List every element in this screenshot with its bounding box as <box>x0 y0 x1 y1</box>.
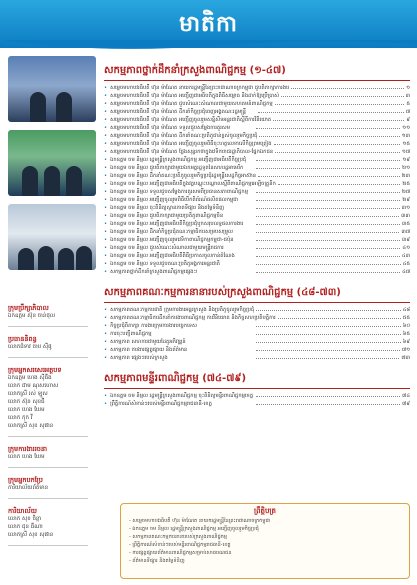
divider <box>8 436 88 437</box>
toc-entry[interactable] <box>104 116 410 124</box>
toc-entry-text: សម្តេចមហាបវរធិបតី ហ៊ុន ម៉ាណែត អញ្ជើញចូលរួមពិធីចុះហត្ថលេខាលើកិច្ចព្រមព្រៀង <box>110 141 272 147</box>
toc-entry-text: ឯកឧត្តម ចម និម្មល ទទួលជួបសម្តែងការគួរសមពីប្រធានសភាពាណិជ្ជកម្ម <box>110 189 249 195</box>
toc-entry[interactable] <box>104 306 410 314</box>
toc-page-number: ៧១ <box>401 347 410 353</box>
bullet-icon: • <box>104 347 108 353</box>
toc-page-number: ៧៤ <box>402 393 410 399</box>
header-wave <box>0 40 417 54</box>
leader-dots <box>256 248 400 249</box>
toc-page-number: ៦៥ <box>402 331 411 337</box>
toc-page-number: ១១ <box>402 125 411 131</box>
toc-page-number: ៣៥ <box>401 221 411 227</box>
leader-dots <box>256 232 400 233</box>
toc-page-number: ៤៨ <box>402 307 411 313</box>
bullet-icon: • <box>104 261 108 267</box>
divider <box>8 326 88 327</box>
page-title: មាតិកា <box>179 12 238 37</box>
divider <box>8 545 88 546</box>
bullet-icon: • <box>104 213 108 219</box>
staff-name: លោក ជាម ណុសហោស <box>8 383 59 389</box>
toc-page-number: ៩ <box>406 117 410 123</box>
toc-page-number: ១៧ <box>401 149 410 155</box>
bullet-icon: • <box>104 125 108 131</box>
toc-entry[interactable] <box>104 108 410 116</box>
leader-dots <box>256 396 400 397</box>
leader-dots <box>256 404 400 405</box>
toc-entry[interactable] <box>104 84 410 92</box>
leader-dots <box>256 200 400 201</box>
toc-entry-text: ឯកឧត្តម ចម និម្មល អញ្ជើញជាអធិបតីក្នុងវគ្គបណ្តុះបណ្តាលស្តីពីពាណិជ្ជកម្មអេឡិចត្រូនិក <box>110 181 276 187</box>
toc-page-number: ៧៩ <box>402 401 410 407</box>
toc-page-number: ២៥ <box>402 181 410 187</box>
toc-entry[interactable] <box>104 346 410 354</box>
leader-dots <box>275 104 405 105</box>
staff-name: លោក ហេង ឃែម <box>8 407 45 413</box>
bullet-icon: • <box>104 173 108 179</box>
toc-entry-text: សម្តេចមហាបវរធិបតី ហ៊ុន ម៉ាណែត ទទួលជួបសម្តែងការគួរសម <box>110 125 231 131</box>
toc-entry-text: ឯកឧត្តម ចម និម្មល ចុះពិនិត្យស្ថានភាពទីផ្សារ និងតម្លៃទំនិញ <box>110 205 225 211</box>
toc-entry-text: ឯកឧត្តម ចម និម្មល ជួបពិភាក្សាជាមួយប្រតិភូពាណិជ្ជកម្មចិន <box>110 213 224 219</box>
toc-entry[interactable] <box>104 164 410 172</box>
toc-entry-text: សម្តេចមហាបវរធិបតី ហ៊ុន ម៉ាណែត អញ្ជើញជាអធិបតីក្នុងពិធីសម្ពោធ និងដាក់ឱ្យប្រើប្រាស់ <box>110 93 280 99</box>
toc-entry-text: ឯកឧត្តម ចម និម្មល ជួបពិភាក្សាជាមួយឯកអគ្គរដ្ឋទូតនៃសហរដ្ឋអាមេរិក <box>110 165 244 171</box>
toc-page-number: ១៣ <box>401 133 410 139</box>
photo-meeting-1 <box>8 56 96 122</box>
bullet-icon: • <box>104 221 108 227</box>
bullet-icon: • <box>104 355 108 361</box>
bullet-icon: • <box>104 229 108 235</box>
toc-page-number: ២១ <box>402 165 411 171</box>
bullet-icon: • <box>104 237 108 243</box>
toc-entry[interactable] <box>104 172 410 180</box>
divider <box>8 357 88 358</box>
toc-page-number: ៣ <box>405 93 410 99</box>
leader-dots <box>256 240 400 241</box>
editor-box-line: - ព្រឹត្តិការណ៍សំខាន់ៗរបស់មន្ទីរពាណិជ្ជកម្មរាជធានី-ខេត្ត <box>129 542 231 548</box>
bullet-icon: • <box>104 307 108 313</box>
toc-page-number: ៣៧ <box>401 229 411 235</box>
staff-role: ប្រធាននិពន្ធ <box>8 335 37 343</box>
toc-entry-text: សកម្មភាព សហការជាមួយដៃគូអភិវឌ្ឍន៍ <box>110 339 186 345</box>
bullet-icon: • <box>104 323 108 329</box>
bullet-icon: • <box>104 189 108 195</box>
bullet-icon: • <box>104 133 108 139</box>
toc-entry-text: ឯកឧត្តម ចម និម្មល រដ្ឋមន្ត្រីក្រសួងពាណិជ្ជកម្ម អញ្ជើញជាអធិបតីកិច្ចប្រជុំ <box>110 157 247 163</box>
toc-page-number: ៤៥ <box>402 261 411 267</box>
leader-dots <box>256 224 400 225</box>
bullet-icon: • <box>104 315 108 321</box>
toc-entry-text: ឯកឧត្តម ចម និម្មល អញ្ជើញជាអធិបតីពិធីប្រកាសចូលកាន់តំណែង <box>110 253 235 259</box>
leader-dots <box>256 272 400 273</box>
table-of-contents <box>104 64 410 418</box>
leader-dots <box>256 334 400 335</box>
staff-role: ក្រុមប្រឹក្សាភិបាល <box>8 304 49 312</box>
editor-box-line: - សម្តេចមហាបវរធិបតី ហ៊ុន ម៉ាណែត នាយករដ្ឋមន្ត្រីនៃព្រះរាជាណាចក្រកម្ពុជា <box>129 518 271 524</box>
toc-page-number: ៣៣ <box>401 213 410 219</box>
toc-page-number: ១៩ <box>402 157 411 163</box>
leader-dots <box>258 176 400 177</box>
bullet-icon: • <box>104 109 108 115</box>
toc-page-number: ៤១ <box>402 245 411 251</box>
toc-section <box>104 286 410 362</box>
staff-name: ឯកឧត្តម ស៊ុន ចាន់ថុល <box>8 313 56 319</box>
bullet-icon: • <box>104 401 108 407</box>
bullet-icon: • <box>104 149 108 155</box>
photo-conference <box>8 204 96 270</box>
toc-page-number: ២៧ <box>401 189 410 195</box>
leader-dots <box>256 216 400 217</box>
editor-box-line: - ការផ្សព្វផ្សាយព័ត៌មានពាណិជ្ជកម្មសម្រាប់សាធារណជន <box>129 550 232 556</box>
leader-dots <box>256 128 400 129</box>
toc-entry-text: ឯកឧត្តម ចម និម្មល អញ្ជើញចូលរួមវេទិកាពាណិជ្ជកម្មកម្ពុជា-ជប៉ុន <box>110 237 234 243</box>
bullet-icon: • <box>104 245 108 251</box>
toc-entry-text: សកម្មភាពគណៈកម្មការជាតិ ក្រុមការងារអន្តរក្រសួង និងប្រតិភូចូលរួមកិច្ចប្រជុំ <box>110 307 255 313</box>
staff-name: លោកស្រី សុខ សុផាន <box>8 423 54 429</box>
toc-page-number: ១៥ <box>402 141 410 147</box>
toc-entry-text: ការចុះបញ្ជីពាណិជ្ជកម្ម <box>110 331 152 337</box>
sidebar <box>8 56 101 584</box>
toc-entry-text: កិច្ចប្រជុំពិភាក្សា ការងារក្រុមការងារបច្ចេកទេស <box>110 323 197 329</box>
toc-entry[interactable] <box>104 188 410 196</box>
toc-page-number: ២៩ <box>402 197 411 203</box>
toc-entry[interactable] <box>104 330 410 338</box>
leader-dots <box>275 152 400 153</box>
leader-dots <box>256 192 400 193</box>
toc-entry[interactable] <box>104 196 410 204</box>
leader-dots <box>256 168 400 169</box>
leader-dots <box>256 358 400 359</box>
leader-dots <box>256 342 400 343</box>
leader-dots <box>256 310 400 311</box>
toc-entry-text: ឯកឧត្តម ចម និម្មល ដឹកនាំគណៈប្រតិភូចូលរួមកិច្ចប្រជុំរដ្ឋមន្ត្រីសេដ្ឋកិច្ចអាស៊ាន <box>110 173 256 179</box>
toc-entry[interactable] <box>104 392 410 400</box>
toc-entry[interactable] <box>104 220 410 228</box>
bullet-icon: • <box>104 331 108 337</box>
toc-entry-text: ឯកឧត្តម ចម និម្មល ជួបសំណេះសំណាលជាមួយមន្ត្រីរាជការ <box>110 245 224 251</box>
toc-page-number: ៣១ <box>401 205 411 211</box>
toc-entry[interactable] <box>104 228 410 236</box>
toc-entry[interactable] <box>104 236 410 244</box>
staff-role: ក្រុមការងាររចនា <box>8 445 48 453</box>
leader-dots <box>259 136 399 137</box>
section-title: សកម្មភាពគណៈកម្មការនានារបស់ក្រសួងពាណិជ្ជកម្ម (៤៨-៧៣) <box>104 286 410 303</box>
toc-entry-text: សកម្មភាព ការងារផ្សព្វផ្សាយ និងព័ត៌មាន <box>110 347 188 353</box>
toc-entry-text: សម្តេចមហាបវរធិបតី ហ៊ុន ម៉ាណែត នាយករដ្ឋមន្ត្រីនៃព្រះរាជាណាចក្រកម្ពុជា ជួបពិភាក្សាការងារ <box>110 85 290 91</box>
toc-page-number: ៦៩ <box>402 339 411 345</box>
toc-page-number: ៥៥ <box>402 315 410 321</box>
toc-entry-text: សកម្មភាពថ្នាក់ដឹកនាំក្រសួងពាណិជ្ជកម្មផ្សេងៗ <box>110 269 197 275</box>
toc-entry-text: សម្តេចមហាបវរធិបតី ហ៊ុន ម៉ាណែត ជួបសំណេះសំណាលជាមួយសហគមន៍ពាណិជ្ជកម្ម <box>110 101 273 107</box>
toc-entry-text: សកម្មភាព ផ្សេងៗរបស់ក្រសួង <box>110 355 168 361</box>
editor-box <box>120 503 410 579</box>
toc-entry-text: សម្តេចមហាបវរធិបតី ហ៊ុន ម៉ាណែត ថ្លែងសុន្ទរកថាក្នុងវេទិការាជរដ្ឋាភិបាល-ផ្នែកឯកជន <box>110 149 274 155</box>
leader-dots <box>291 88 404 89</box>
staff-name: លោក ស៊ុន សុខធី <box>8 399 45 405</box>
staff-role: ក្រុមអ្នកបកប្រែ <box>8 476 43 484</box>
toc-entry-text: ឯកឧត្តម ចម និម្មល ទទួលជួបគណៈប្រតិភូអង្គការអន្តរជាតិ <box>110 261 220 267</box>
staff-name: លោកស្រី សុខ សុផាន <box>8 532 54 538</box>
toc-entry[interactable] <box>104 204 410 212</box>
toc-entry[interactable] <box>104 124 410 132</box>
section-title: សកម្មភាពមន្ទីរពាណិជ្ជកម្ម (៧៤-៧៩) <box>104 372 410 389</box>
divider <box>8 467 88 468</box>
toc-page-number: ៤៧ <box>402 269 410 275</box>
toc-entry[interactable] <box>104 314 410 322</box>
toc-entry[interactable] <box>104 140 410 148</box>
photo-meeting-2 <box>8 130 96 196</box>
toc-entry-text: សម្តេចមហាបវរធិបតី ហ៊ុន ម៉ាណែត ដឹកនាំកិច្ចប្រជុំពេញអង្គគណៈរដ្ឋមន្ត្រី <box>110 109 246 115</box>
toc-entry[interactable] <box>104 260 410 268</box>
toc-page-number: ១ <box>406 85 410 91</box>
toc-page-number: ៦០ <box>402 323 411 329</box>
leader-dots <box>256 160 400 161</box>
leader-dots <box>281 96 403 97</box>
leader-dots <box>274 144 401 145</box>
staff-name: លោកជំទាវ ចាប ស៊ីផូ <box>8 344 52 350</box>
bullet-icon: • <box>104 117 108 123</box>
leader-dots <box>258 112 404 113</box>
toc-entry[interactable] <box>104 148 410 156</box>
editor-box-line: - ព័ត៌មានទីផ្សារ និងតម្លៃទំនិញ <box>129 558 185 564</box>
bullet-icon: • <box>104 393 108 399</box>
staff-name: ឯកឧត្តម ហេង ស៊ីធីង <box>8 375 52 381</box>
staff-name: លោកស្រី រស់ ឡូស <box>8 391 48 397</box>
toc-page-number: ៥ <box>406 101 410 107</box>
bullet-icon: • <box>104 205 108 211</box>
toc-entry-text: សម្តេចមហាបវរធិបតី ហ៊ុន ម៉ាណែត អញ្ជើញចូលរួមសន្និសីទអន្តរជាតិស្តីពីការវិនិយោគ <box>110 117 272 123</box>
toc-section <box>104 372 410 408</box>
bullet-icon: • <box>104 253 108 259</box>
editor-box-title: ព្រឹត្តិបត្រ <box>254 507 276 515</box>
bullet-icon: • <box>104 181 108 187</box>
toc-entry[interactable] <box>104 252 410 260</box>
editor-box-line: - សកម្មភាពគណៈកម្មការនានារបស់ក្រសួងពាណិជ្ជកម្ម <box>129 534 227 540</box>
section-title: សកម្មភាពថ្នាក់ដឹកនាំក្រសួងពាណិជ្ជកម្ម (១-៤៧) <box>104 64 410 81</box>
bullet-icon: • <box>104 101 108 107</box>
toc-page-number: ៧ <box>405 109 411 115</box>
staff-name: លោក កុក វី <box>8 415 33 421</box>
toc-entry[interactable] <box>104 156 410 164</box>
leader-dots <box>278 318 401 319</box>
toc-entry[interactable] <box>104 100 410 108</box>
bullet-icon: • <box>104 93 108 99</box>
staff-name: លោក សុខ ចិន្តា <box>8 516 42 522</box>
toc-entry-text: សម្តេចមហាបវរធិបតី ហ៊ុន ម៉ាណែត ដឹកនាំគណៈប្រតិភូជាន់ខ្ពស់ចូលរួមកិច្ចប្រជុំ <box>110 133 258 139</box>
staff-list <box>8 296 101 546</box>
bullet-icon: • <box>104 339 108 345</box>
staff-role: ការិយាល័យ <box>8 507 37 515</box>
bullet-icon: • <box>104 85 108 91</box>
toc-page-number: ៤៣ <box>401 253 411 259</box>
toc-section <box>104 64 410 276</box>
staff-role: ក្រុមអ្នកសរសេរអត្ថបទ <box>8 366 62 374</box>
leader-dots <box>256 264 400 265</box>
leader-dots <box>256 350 400 351</box>
bullet-icon: • <box>104 269 108 275</box>
staff-name: លោក ហេង ឃែម <box>8 454 45 460</box>
leader-dots <box>256 208 400 209</box>
leader-dots <box>278 184 401 185</box>
toc-entry-text: ឯកឧត្តម ចម និម្មល អញ្ជើញចូលរួមពិធីបើកពិព័រណ៍ផលិតផលកម្ពុជា <box>110 197 239 203</box>
toc-entry-text: សកម្មភាពគណៈកម្មាធិការដឹកនាំការងារពាណិជ្ជកម្ម ការវិនិយោគ និងកិច្ចសហប្រតិបត្តិការ <box>110 315 276 321</box>
toc-entry[interactable] <box>104 338 410 346</box>
staff-name: លោក ជុន ធីណា <box>8 524 43 530</box>
toc-entry[interactable] <box>104 268 410 276</box>
staff-name: ការិយាល័យព័ត៌មាន <box>8 485 49 491</box>
bullet-icon: • <box>104 165 108 171</box>
toc-entry-text: ព្រឹត្តិការណ៍សំខាន់ៗរបស់មន្ទីរពាណិជ្ជកម្មរាជធានី-ខេត្ត <box>110 401 212 407</box>
toc-entry-text: ឯកឧត្តម ចម និម្មល ដឹកនាំកិច្ចប្រជុំគណៈកម្មាធិការសម្របសម្រួល <box>110 229 233 235</box>
toc-entry[interactable] <box>104 244 410 252</box>
toc-entry[interactable] <box>104 132 410 140</box>
bullet-icon: • <box>104 141 108 147</box>
toc-entry-text: ឯកឧត្តម ចម និម្មល អញ្ជើញជាអធិបតីកិច្ចប្រជុំបូកសរុបលទ្ធផលការងារ <box>110 221 244 227</box>
toc-entry[interactable] <box>104 354 410 362</box>
divider <box>8 498 88 499</box>
leader-dots <box>273 120 404 121</box>
bullet-icon: • <box>104 157 108 163</box>
leader-dots <box>256 326 400 327</box>
toc-entry[interactable] <box>104 180 410 188</box>
toc-page-number: ២៣ <box>401 173 410 179</box>
toc-entry[interactable] <box>104 400 410 408</box>
toc-entry[interactable] <box>104 212 410 220</box>
toc-entry-text: ឯកឧត្តម ចម និម្មល រដ្ឋមន្ត្រីក្រសួងពាណិជ្ជកម្ម ចុះពិនិត្យមន្ទីរពាណិជ្ជកម្មខេត្ត <box>110 393 254 399</box>
toc-page-number: ៧៣ <box>401 355 411 361</box>
toc-page-number: ៣៩ <box>401 237 411 243</box>
editor-box-line: - ឯកឧត្តម ចម និម្មល រដ្ឋមន្ត្រីក្រសួងពាណិជ្ជកម្ម អញ្ជើញចូលរួមកិច្ចប្រជុំ <box>129 526 259 532</box>
toc-entry[interactable] <box>104 322 410 330</box>
toc-entry[interactable] <box>104 92 410 100</box>
page-header <box>0 0 417 48</box>
leader-dots <box>256 256 400 257</box>
bullet-icon: • <box>104 197 108 203</box>
